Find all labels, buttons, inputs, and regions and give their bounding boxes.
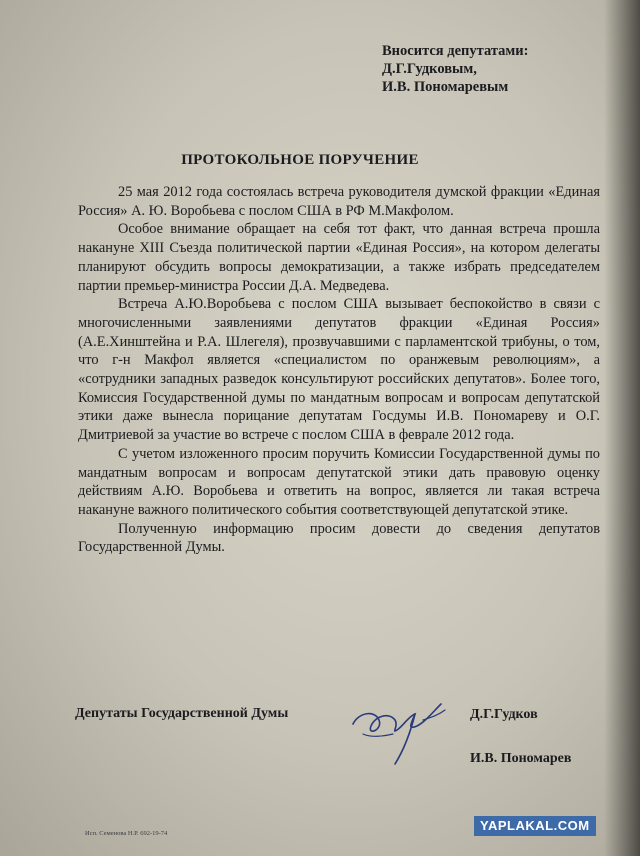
signatory-ponomarev: И.В. Пономарев	[470, 751, 572, 766]
signatory-gudkov: Д.Г.Гудков	[470, 707, 538, 722]
paragraph-3: Встреча А.Ю.Воробьева с послом США вызывает беспокойство в связи с многочисленными заявлениями депутатов фракции «Единая Россия» (А.Е.Хинштейна и Р.А. Шлегеля), прозвучавшими с парламентской трибуны, о том, что г-н Макфол является «специалистом по оранжевым революциям», а «сотрудники западных разведок консультируют российских депутатов». Более того, Комиссия Государственной думы по мандатным вопросам и вопросам депутатской этики даже вынесла порицание депутатам Госдумы И.В. Пономареву и О.Г. Дмитриевой за участие во встрече с послом США в феврале 2012 года.	[78, 296, 600, 444]
paragraph-2: Особое внимание обращает на себя тот факт, что данная встреча прошла накануне XIII Съезда политической партии «Единая Россия», на котором делегаты планируют обсудить вопросы демократизации, а также избрать председателем партии премьер-министра России Д.А. Медведева.	[78, 221, 600, 294]
paragraph-1: 25 мая 2012 года состоялась встреча руководителя думской фракции «Единая Россия» А. Ю. Воробьева с послом США в РФ М.Макфолом.	[78, 184, 600, 219]
executor-footnote: Исп. Семенова Н.Р. 692-19-74	[85, 830, 168, 837]
addressee-line-3: И.В. Пономаревым	[382, 79, 509, 95]
watermark-badge: YAPLAKAL.COM	[474, 816, 596, 836]
paragraph-4: С учетом изложенного просим поручить Комиссии Государственной думы по мандатным вопросам и вопросам депутатской этики дать правовую оценку действиям А.Ю. Воробьева и ответить на вопрос, является ли такая встреча накануне важного политического события соответствующей депутатской этике.	[78, 445, 600, 518]
addressee-line-2: Д.Г.Гудковым,	[382, 61, 477, 77]
handwritten-signature	[345, 690, 455, 770]
paragraph-5: Полученную информацию просим довести до сведения депутатов Государственной Думы.	[78, 520, 600, 556]
document-title: ПРОТОКОЛЬНОЕ ПОРУЧЕНИЕ	[181, 152, 419, 168]
signatory-caption: Депутаты Государственной Думы	[75, 706, 289, 721]
document-body	[78, 183, 600, 557]
addressee-block	[382, 42, 622, 96]
page-edge-shadow	[604, 0, 640, 856]
addressee-line-1: Вносится депутатами:	[382, 43, 529, 59]
